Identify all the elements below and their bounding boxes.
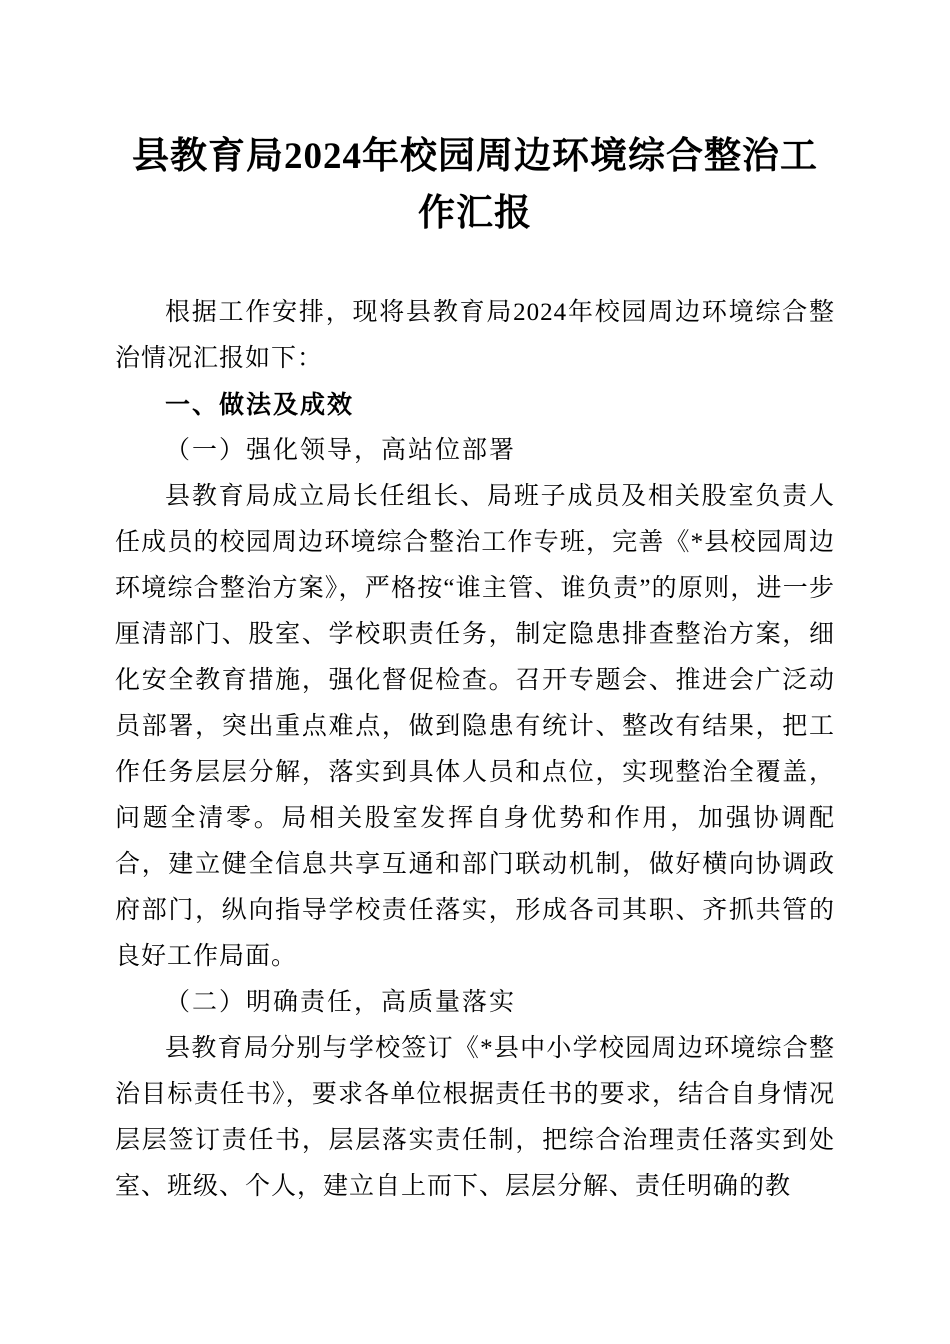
intro-paragraph: 根据工作安排，现将县教育局2024年校园周边环境综合整治情况汇报如下：	[115, 299, 835, 372]
section-heading-1: 一、做法及成效	[165, 391, 355, 419]
subsection-heading-2: （二）明确责任，高质量落实	[165, 989, 517, 1016]
body-paragraph-1: 县教育局成立局长任组长、局班子成员及相关股室负责人任成员的校园周边环境综合整治工作专班，完善《*县校园周边环境综合整治方案》，严格按“谁主管、谁负责”的原则，进一步厘清部门、股室、学校职责任务，制定隐患排查整治方案，细化安全教育措施，强化督促检查。召开专题会、推进会广泛动员部署，突出重点难点，做到隐患有统计、整改有结果，把工作任务层层分解，落实到具体人员和点位，实现整治全覆盖，问题全清零。局相关股室发挥自身优势和作用，加强协调配合，建立健全信息共享互通和部门联动机制，做好横向协调政府部门，纵向指导学校责任落实，形成各司其职、齐抓共管的良好工作局面。	[115, 483, 835, 970]
subsection-heading-1: （一）强化领导，高站位部署	[165, 437, 517, 464]
body-paragraph-2: 县教育局分别与学校签订《*县中小学校园周边环境综合整治目标责任书》，要求各单位根据责任书的要求，结合自身情况层层签订责任书，层层落实责任制，把综合治理责任落实到处室、班级、个人，建立自上而下、层层分解、责任明确的教	[115, 1035, 835, 1200]
document-title: 县教育局2024年校园周边环境综合整治工作汇报	[132, 136, 818, 234]
